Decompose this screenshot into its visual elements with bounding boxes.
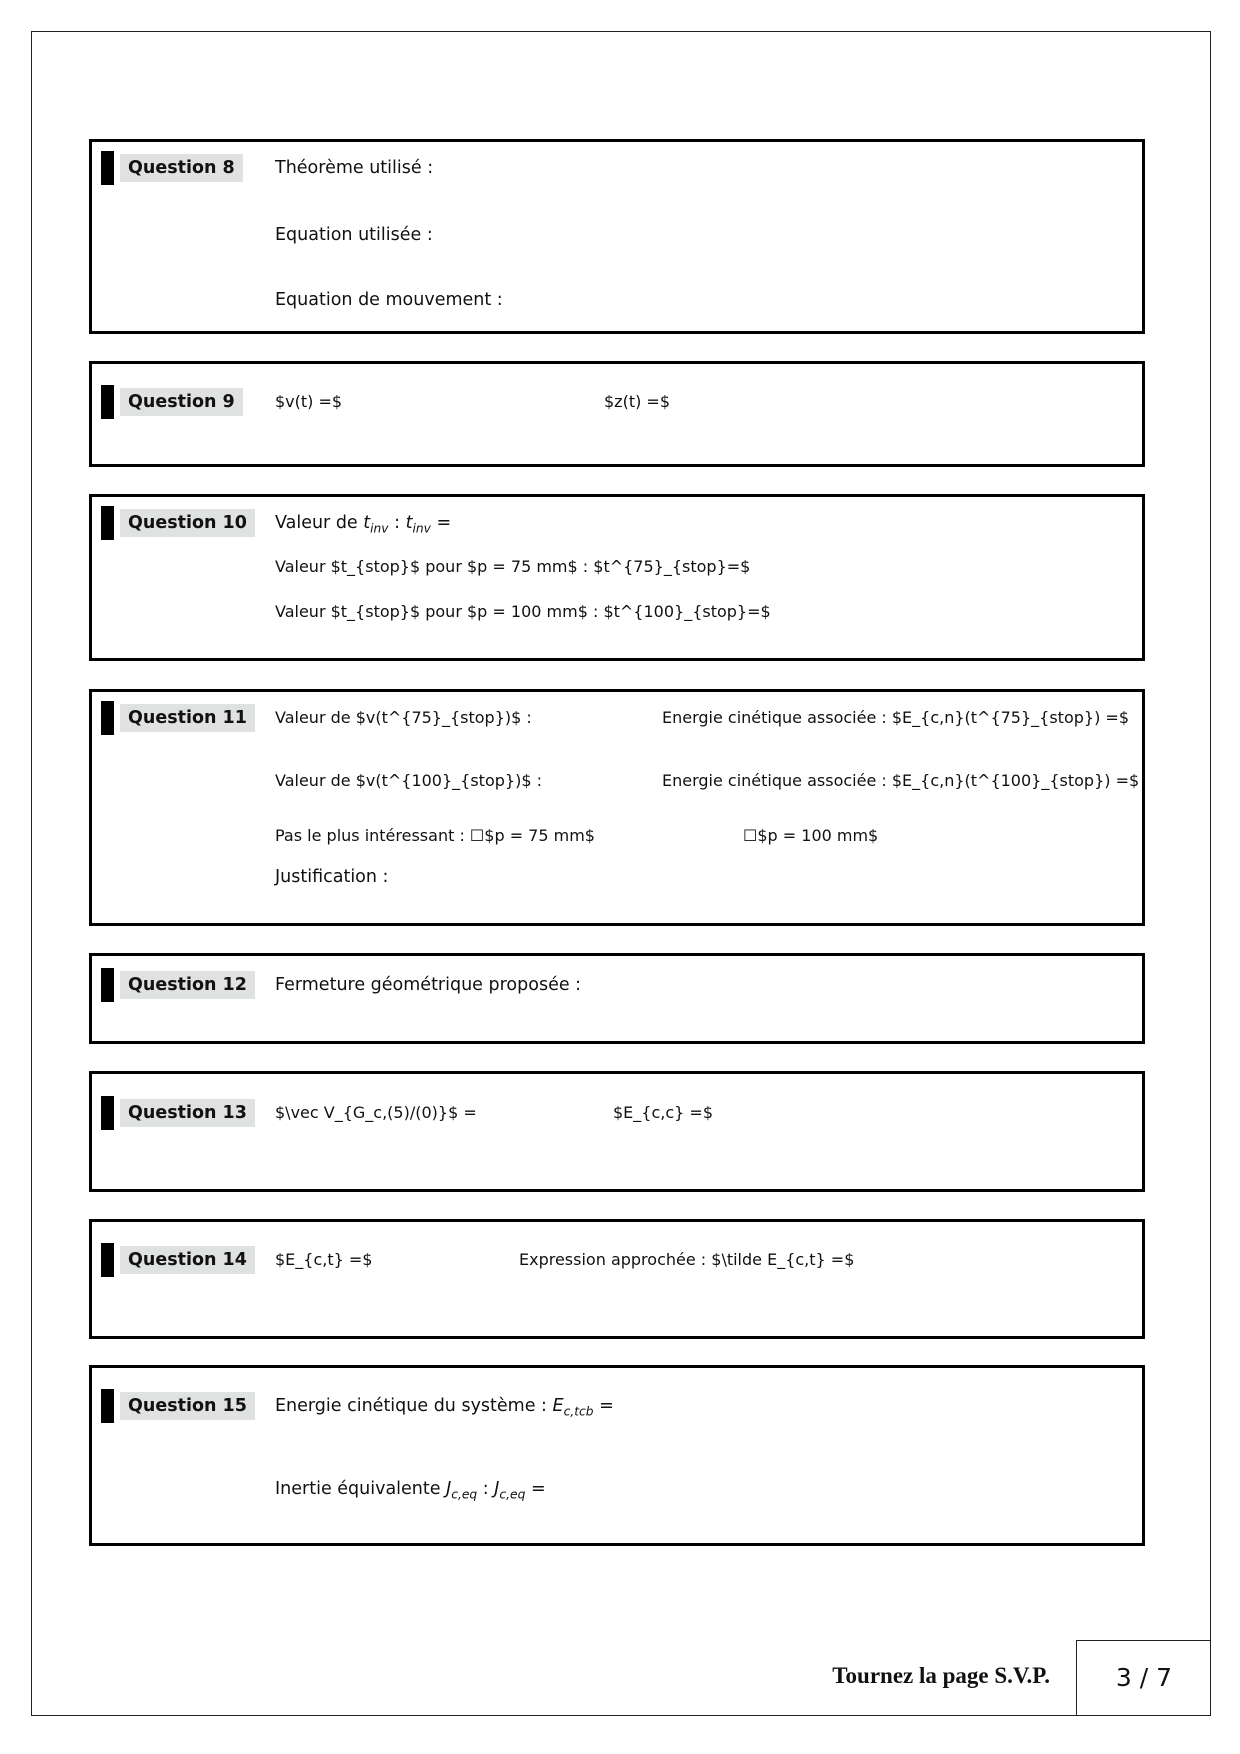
answer-prompt: Valeur de $t_{inv}$ : $t_{inv}$ = — [275, 513, 452, 536]
question-marker — [101, 1096, 114, 1130]
question-label: Question 9 — [120, 388, 243, 416]
answer-prompt: Pas le plus intéressant : ☐$p = 75 mm$ — [275, 826, 595, 845]
question-box-10 — [89, 494, 1145, 661]
answer-prompt: $\vec V_{G_c,(5)/(0)}$ = — [275, 1103, 477, 1122]
answer-prompt: Valeur de $v(t^{75}_{stop})$ : — [275, 708, 532, 727]
question-marker — [101, 968, 114, 1002]
question-box-9 — [89, 361, 1145, 467]
answer-prompt: Energie cinétique du système : $E_{c,tcb}$ = — [275, 1396, 614, 1419]
answer-prompt: Expression approchée : $\tilde E_{c,t} =$ — [519, 1250, 855, 1269]
answer-prompt: Energie cinétique associée : $E_{c,n}(t^{100}_{stop}) =$ — [662, 771, 1140, 790]
answer-prompt: Valeur $t_{stop}$ pour $p = 100 mm$ : $t^{100}_{stop}=$ — [275, 602, 771, 621]
answer-prompt: $E_{c,t} =$ — [275, 1250, 373, 1269]
question-label: Question 13 — [120, 1099, 255, 1127]
question-label: Question 12 — [120, 971, 255, 999]
answer-prompt: $z(t) =$ — [604, 392, 671, 411]
question-box-13 — [89, 1071, 1145, 1192]
question-label: Question 15 — [120, 1392, 255, 1420]
answer-prompt: Valeur de $v(t^{100}_{stop})$ : — [275, 771, 542, 790]
answer-prompt: Théorème utilisé : — [275, 158, 434, 178]
answer-prompt: $v(t) =$ — [275, 392, 343, 411]
question-box-8 — [89, 139, 1145, 334]
question-marker — [101, 385, 114, 419]
answer-prompt: Equation utilisée : — [275, 225, 433, 245]
answer-prompt: Valeur $t_{stop}$ pour $p = 75 mm$ : $t^{75}_{stop}=$ — [275, 557, 751, 576]
answer-prompt: Equation de mouvement : — [275, 290, 503, 310]
question-marker — [101, 701, 114, 735]
question-box-15 — [89, 1365, 1145, 1546]
answer-prompt: $E_{c,c} =$ — [613, 1103, 713, 1122]
question-label: Question 14 — [120, 1246, 255, 1274]
question-label: Question 10 — [120, 509, 255, 537]
answer-prompt: Energie cinétique associée : $E_{c,n}(t^{75}_{stop}) =$ — [662, 708, 1129, 727]
question-marker — [101, 1243, 114, 1277]
question-marker — [101, 1389, 114, 1423]
question-box-14 — [89, 1219, 1145, 1339]
question-box-11 — [89, 689, 1145, 926]
page-number: 3 / 7 — [1115, 1663, 1173, 1692]
answer-prompt: Fermeture géométrique proposée : — [275, 975, 582, 995]
answer-prompt: Inertie équivalente $J_{c,eq}$ : $J_{c,eq}$ = — [275, 1479, 546, 1502]
page-number-box — [1076, 1640, 1211, 1716]
question-marker — [101, 151, 114, 185]
answer-prompt: ☐$p = 100 mm$ — [743, 826, 879, 845]
turn-page-note: Tournez la page S.V.P. — [832, 1663, 1050, 1688]
question-marker — [101, 506, 114, 540]
question-box-12 — [89, 953, 1145, 1044]
question-label: Question 8 — [120, 154, 243, 182]
answer-prompt: Justification : — [275, 867, 389, 887]
question-label: Question 11 — [120, 704, 255, 732]
